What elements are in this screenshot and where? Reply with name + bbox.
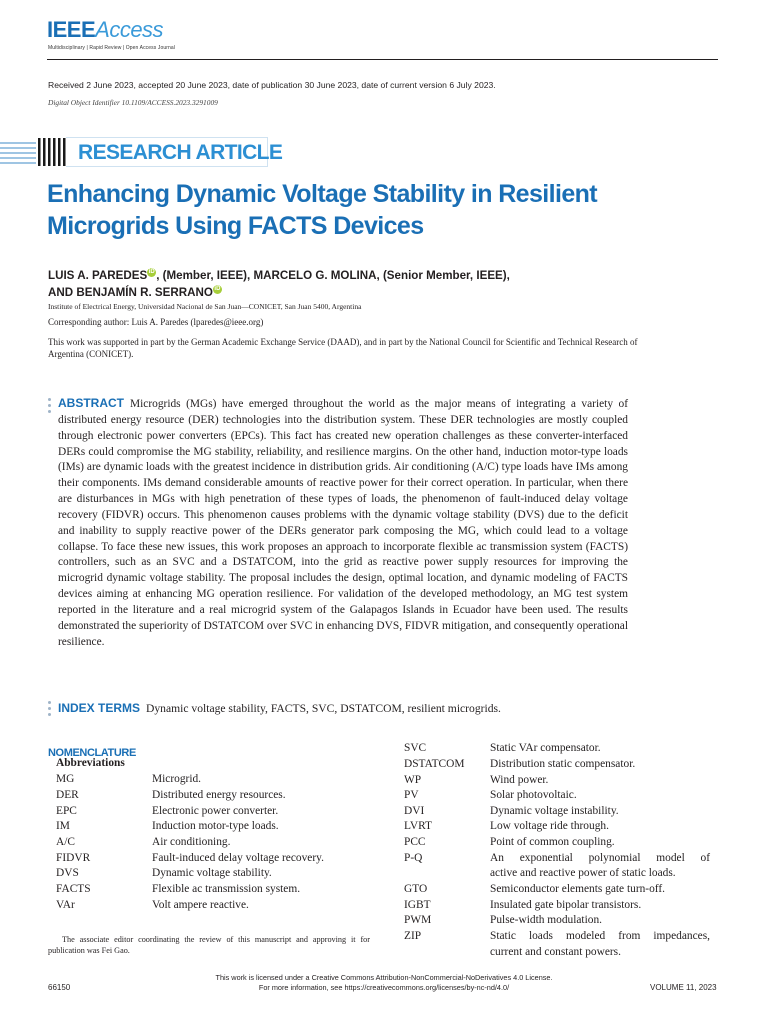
abbreviations-heading: Abbreviations: [56, 757, 125, 769]
affiliation: Institute of Electrical Energy, Universidad Nacional de San Juan—CONICET, San Juan 5400, Argentina: [48, 302, 362, 311]
author-role: , (Member, IEEE), MARCELO G. MOLINA, (Senior Member, IEEE),: [156, 269, 510, 282]
publication-dates: Received 2 June 2023, accepted 20 June 2023, date of publication 30 June 2023, date of current version 6 July 2023.: [48, 80, 496, 90]
license-link[interactable]: For more information, see https://creativecommons.org/licenses/by-nc-nd/4.0/: [258, 983, 510, 992]
paper-title: Enhancing Dynamic Voltage Stability in Resilient Microgrids Using FACTS Devices: [47, 180, 598, 240]
nomenclature-item-continued: current and constant powers.: [490, 946, 621, 958]
orcid-icon[interactable]: iD: [148, 269, 155, 275]
article-type-banner: RESEARCH ARTICLE: [78, 141, 283, 164]
abstract-dots-icon: [48, 398, 52, 416]
page-number: 66150: [48, 983, 71, 992]
journal-tagline: Multidisciplinary | Rapid Review | Open Access Journal: [48, 45, 175, 51]
nomenclature-heading: NOMENCLATURE: [48, 747, 136, 759]
index-dots-icon: [48, 701, 52, 719]
abstract-text: Microgrids (MGs) have emerged throughout the world as the major means of integrating a variety of distributed energy resource (DER) technologies into the distribution system. These DER technologies are mostly coupled through electronic power converters (EPCs). This fact has created new operation challenges as these converter-interfaced DERs could compromise the MG stability, reliability, and resilience margins. On the other hand, induction motor-type loads (IMs) are dynamic loads with the greatest incidence in distribution grids. Air conditioning (A/C) type loads have IMs among their components. IMs demand considerable amounts of reactive power for their correct operation. In particular, when there are disturbances in MGs with high penetration of these types of loads, the phenomenon of fault-induced delay voltage recovery (FIDVR) occurs. This phenomenon causes problems with the dynamic voltage stability (DVS) due to the deficit and inability to supply reactive power of the DERs generator park composing the MG, which could lead to a voltage collapse. To face these new issues, this work proposes an approach to incorporate flexible ac transmission system (FACTS) controllers, such as an SVC and a DSTATCOM, into the grid as reactive power supply resources for improving the microgrid dynamic voltage stability. The proposal includes the design, optimal location, and dynamic modeling of FACTS devices aiming at enhancing MG operation resilience. For validation of the developed methodology, an MG test system reported in the literature and a real microgrid system of the Galapagos Islands in Ecuador have been used. The results demonstrated the superiority of DSTATCOM over SVC in enhancing DVS, FIDVR mitigation, and consequently operational resilience.: [58, 398, 628, 648]
banner-stripes-icon: [0, 137, 66, 167]
author-name: LUIS A. PAREDES: [48, 269, 148, 282]
author-name: AND BENJAMÍN R. SERRANO: [48, 286, 213, 299]
index-terms-text: Dynamic voltage stability, FACTS, SVC, DSTATCOM, resilient microgrids.: [146, 702, 501, 715]
editor-footnote: The associate editor coordinating the review of this manuscript and approving it for publication was Fei Gao.: [48, 935, 370, 955]
license-line: This work is licensed under a Creative Commons Attribution-NonCommercial-NoDerivatives 4.0 License.: [215, 973, 553, 982]
abstract: [58, 396, 628, 651]
logo-ieee-text: IEEE: [47, 17, 96, 42]
index-terms: [58, 701, 678, 715]
author-list: [48, 267, 688, 301]
journal-logo: [47, 18, 163, 42]
nomenclature-item-continued: active and reactive power of static loads.: [490, 867, 676, 879]
funding-note: This work was supported in part by the German Academic Exchange Service (DAAD), and in part by the National Council for Scientific and Technical Research of Argentina (CONICET).: [48, 337, 638, 359]
abstract-heading: ABSTRACT: [58, 396, 124, 410]
header-divider: [47, 59, 718, 60]
volume-label: VOLUME 11, 2023: [650, 983, 717, 992]
corresponding-author: Corresponding author: Luis A. Paredes (lparedes@ieee.org): [48, 317, 264, 327]
orcid-icon[interactable]: iD: [214, 286, 221, 292]
logo-access-text: Access: [95, 17, 164, 42]
index-terms-heading: INDEX TERMS: [58, 701, 141, 715]
doi-line: Digital Object Identifier 10.1109/ACCESS.2023.3291009: [48, 98, 218, 107]
